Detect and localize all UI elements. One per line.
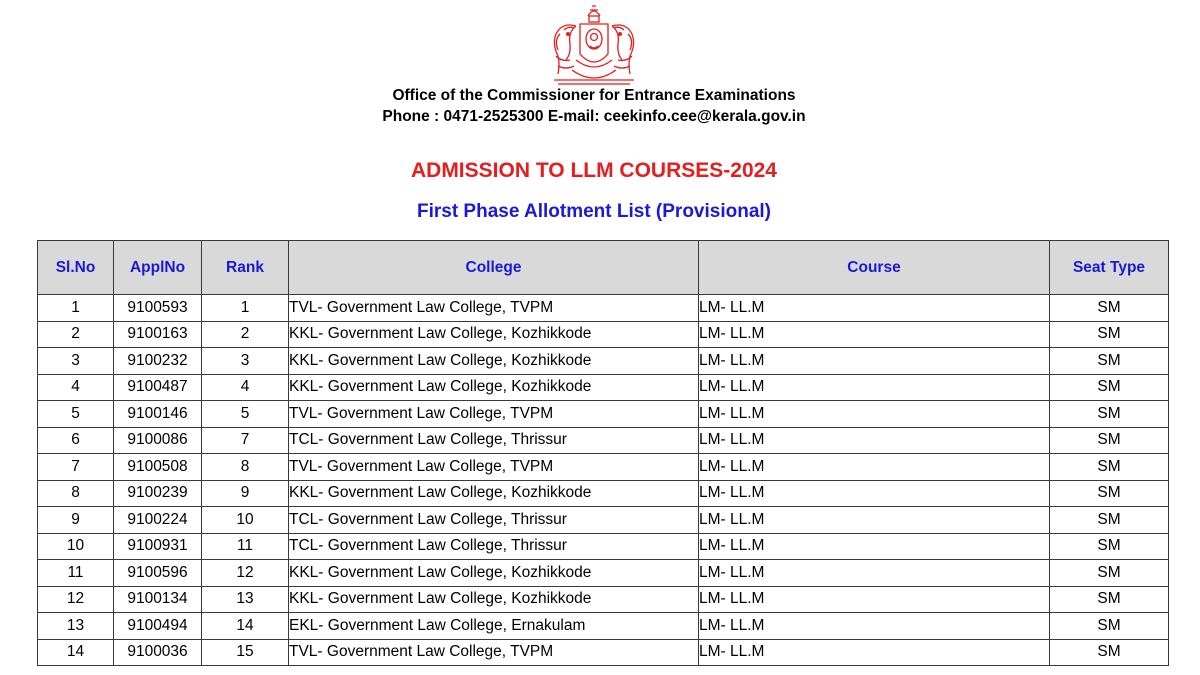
cell-college: TVL- Government Law College, TVPM — [289, 401, 699, 428]
cell-rank: 3 — [202, 348, 289, 375]
cell-course: LM- LL.M — [699, 586, 1050, 613]
cell-course: LM- LL.M — [699, 480, 1050, 507]
cell-slno: 2 — [38, 321, 114, 348]
table-row — [38, 639, 1169, 666]
table-row — [38, 560, 1169, 587]
table-row — [38, 295, 1169, 322]
cell-seat-type: SM — [1050, 533, 1169, 560]
cell-rank: 12 — [202, 560, 289, 587]
cell-slno: 9 — [38, 507, 114, 534]
cell-seat-type: SM — [1050, 507, 1169, 534]
cell-seat-type: SM — [1050, 374, 1169, 401]
cell-applno: 9100224 — [114, 507, 202, 534]
cell-slno: 5 — [38, 401, 114, 428]
cell-applno: 9100036 — [114, 639, 202, 666]
cell-applno: 9100134 — [114, 586, 202, 613]
cell-college: KKL- Government Law College, Kozhikkode — [289, 321, 699, 348]
cell-applno: 9100494 — [114, 613, 202, 640]
cell-college: KKL- Government Law College, Kozhikkode — [289, 480, 699, 507]
cell-seat-type: SM — [1050, 480, 1169, 507]
cell-seat-type: SM — [1050, 613, 1169, 640]
cell-applno: 9100593 — [114, 295, 202, 322]
cell-applno: 9100931 — [114, 533, 202, 560]
cell-rank: 9 — [202, 480, 289, 507]
allotment-table — [37, 240, 1169, 666]
table-row — [38, 480, 1169, 507]
table-row — [38, 586, 1169, 613]
cell-college: KKL- Government Law College, Kozhikkode — [289, 560, 699, 587]
cell-slno: 12 — [38, 586, 114, 613]
header-slno: Sl.No — [38, 241, 114, 295]
cell-rank: 13 — [202, 586, 289, 613]
kerala-state-emblem-icon — [546, 4, 642, 90]
cell-rank: 4 — [202, 374, 289, 401]
cell-slno: 3 — [38, 348, 114, 375]
cell-college: EKL- Government Law College, Ernakulam — [289, 613, 699, 640]
header-course: Course — [699, 241, 1050, 295]
cell-rank: 11 — [202, 533, 289, 560]
cell-slno: 11 — [38, 560, 114, 587]
cell-slno: 10 — [38, 533, 114, 560]
cell-seat-type: SM — [1050, 586, 1169, 613]
cell-applno: 9100508 — [114, 454, 202, 481]
cell-applno: 9100163 — [114, 321, 202, 348]
cell-seat-type: SM — [1050, 560, 1169, 587]
cell-applno: 9100086 — [114, 427, 202, 454]
cell-course: LM- LL.M — [699, 507, 1050, 534]
table-row — [38, 374, 1169, 401]
header-seat-type: Seat Type — [1050, 241, 1169, 295]
table-row — [38, 613, 1169, 640]
cell-applno: 9100239 — [114, 480, 202, 507]
office-name: Office of the Commissioner for Entrance Examinations — [392, 87, 796, 104]
cell-seat-type: SM — [1050, 639, 1169, 666]
cell-seat-type: SM — [1050, 295, 1169, 322]
table-row — [38, 348, 1169, 375]
cell-seat-type: SM — [1050, 321, 1169, 348]
cell-rank: 8 — [202, 454, 289, 481]
cell-college: KKL- Government Law College, Kozhikkode — [289, 374, 699, 401]
table-row — [38, 454, 1169, 481]
cell-course: LM- LL.M — [699, 427, 1050, 454]
cell-rank: 7 — [202, 427, 289, 454]
table-row — [38, 427, 1169, 454]
document-title: ADMISSION TO LLM COURSES-2024 — [410, 159, 777, 182]
cell-rank: 2 — [202, 321, 289, 348]
cell-applno: 9100596 — [114, 560, 202, 587]
cell-college: TCL- Government Law College, Thrissur — [289, 507, 699, 534]
cell-rank: 5 — [202, 401, 289, 428]
cell-applno: 9100232 — [114, 348, 202, 375]
cell-seat-type: SM — [1050, 427, 1169, 454]
table-header-row — [38, 241, 1169, 295]
cell-rank: 10 — [202, 507, 289, 534]
table-row — [38, 321, 1169, 348]
header-college: College — [289, 241, 699, 295]
cell-applno: 9100146 — [114, 401, 202, 428]
header-rank: Rank — [202, 241, 289, 295]
cell-course: LM- LL.M — [699, 639, 1050, 666]
cell-course: LM- LL.M — [699, 560, 1050, 587]
cell-seat-type: SM — [1050, 454, 1169, 481]
cell-slno: 13 — [38, 613, 114, 640]
cell-college: TVL- Government Law College, TVPM — [289, 295, 699, 322]
office-contact: Phone : 0471-2525300 E-mail: ceekinfo.cee@kerala.gov.in — [382, 108, 806, 125]
cell-slno: 4 — [38, 374, 114, 401]
cell-college: TVL- Government Law College, TVPM — [289, 454, 699, 481]
cell-course: LM- LL.M — [699, 295, 1050, 322]
cell-college: TCL- Government Law College, Thrissur — [289, 533, 699, 560]
table-row — [38, 533, 1169, 560]
cell-rank: 14 — [202, 613, 289, 640]
cell-course: LM- LL.M — [699, 401, 1050, 428]
cell-college: TCL- Government Law College, Thrissur — [289, 427, 699, 454]
cell-slno: 1 — [38, 295, 114, 322]
cell-rank: 1 — [202, 295, 289, 322]
cell-slno: 7 — [38, 454, 114, 481]
cell-college: KKL- Government Law College, Kozhikkode — [289, 348, 699, 375]
cell-college: KKL- Government Law College, Kozhikkode — [289, 586, 699, 613]
header-applno: ApplNo — [114, 241, 202, 295]
cell-course: LM- LL.M — [699, 613, 1050, 640]
cell-applno: 9100487 — [114, 374, 202, 401]
cell-course: LM- LL.M — [699, 533, 1050, 560]
cell-seat-type: SM — [1050, 401, 1169, 428]
cell-rank: 15 — [202, 639, 289, 666]
cell-course: LM- LL.M — [699, 321, 1050, 348]
cell-course: LM- LL.M — [699, 348, 1050, 375]
cell-slno: 6 — [38, 427, 114, 454]
cell-slno: 8 — [38, 480, 114, 507]
table-row — [38, 401, 1169, 428]
cell-course: LM- LL.M — [699, 374, 1050, 401]
cell-course: LM- LL.M — [699, 454, 1050, 481]
cell-slno: 14 — [38, 639, 114, 666]
cell-seat-type: SM — [1050, 348, 1169, 375]
cell-college: TVL- Government Law College, TVPM — [289, 639, 699, 666]
table-body — [38, 295, 1169, 666]
document-subtitle: First Phase Allotment List (Provisional) — [416, 201, 772, 222]
table-row — [38, 507, 1169, 534]
